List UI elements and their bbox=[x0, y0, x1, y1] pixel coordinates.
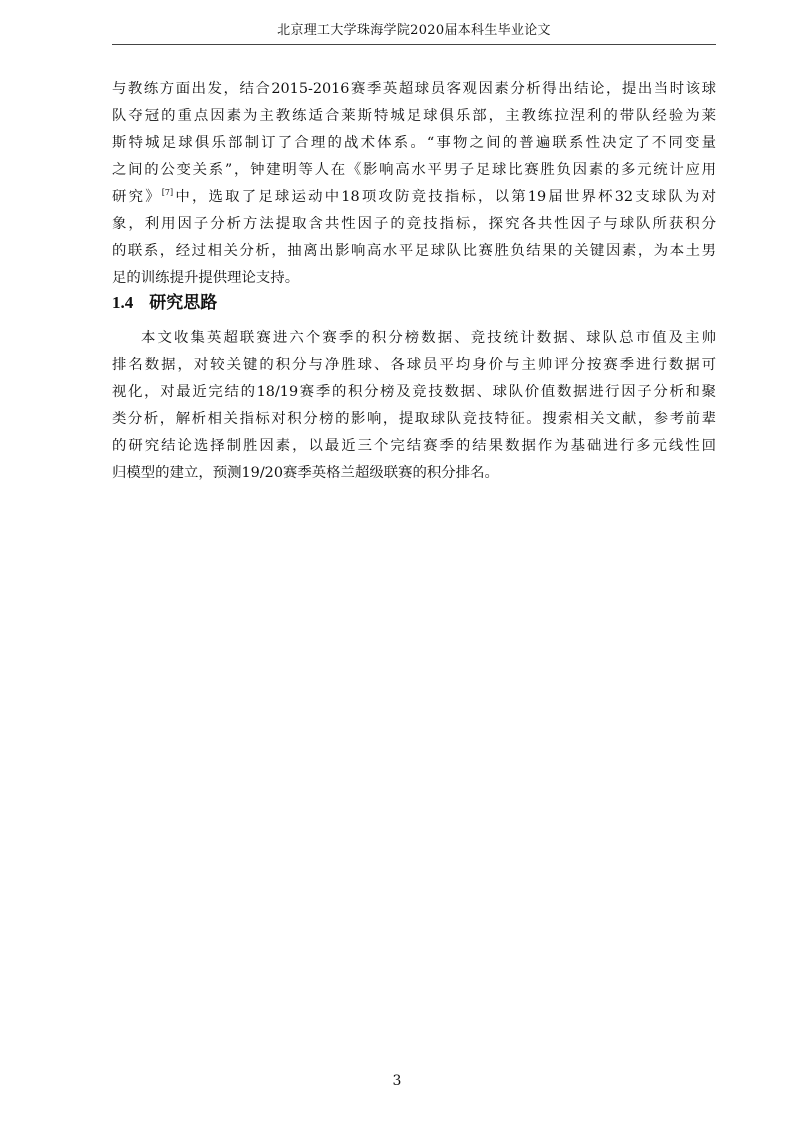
paragraph-line: 排名数据，对较关键的积分与净胜球、各球员平均身价与主帅评分按赛季进行数据可 bbox=[112, 357, 716, 373]
paragraph-line-with-citation bbox=[112, 184, 716, 211]
paragraph-line: 归模型的建立，预测19/20赛季英格兰超级联赛的积分排名。 bbox=[112, 465, 499, 481]
page-number: 3 bbox=[392, 1073, 402, 1089]
paragraph-line: 与教练方面出发，结合2015-2016赛季英超球员客观因素分析得出结论，提出当时该球 bbox=[112, 81, 716, 97]
paragraph-line: 视化，对最近完结的18/19赛季的积分榜及竞技数据、球队价值数据进行因子分析和聚 bbox=[112, 384, 716, 400]
running-header: 北京理工大学珠海学院2020届本科生毕业论文 bbox=[277, 23, 551, 38]
paragraph-line: 队夺冠的重点因素为主教练适合莱斯特城足球俱乐部，主教练拉涅利的带队经验为莱 bbox=[112, 108, 716, 124]
paragraph-line: 的研究结论选择制胜因素，以最近三个完结赛季的结果数据作为基础进行多元线性回 bbox=[112, 438, 716, 454]
paragraph-line: 类分析，解析相关指标对积分榜的影响，提取球队竞技特征。搜索相关文献，参考前辈 bbox=[112, 411, 716, 427]
body-paragraph-1 bbox=[112, 76, 716, 292]
body-paragraph-2 bbox=[112, 325, 716, 487]
section-title: 研究思路 bbox=[149, 293, 218, 313]
line-text: 研究》 bbox=[112, 189, 162, 205]
section-heading bbox=[112, 290, 217, 316]
paragraph-line: 之间的公变关系”，钟建明等人在《影响高水平男子足球比赛胜负因素的多元统计应用 bbox=[112, 162, 716, 178]
paragraph-line: 本文收集英超联赛进六个赛季的积分榜数据、竞技统计数据、球队总市值及主帅 bbox=[141, 330, 716, 346]
line-text: 中，选取了足球运动中18项攻防竞技指标，以第19届世界杯32支球队为对 bbox=[173, 189, 716, 205]
citation-superscript: [7] bbox=[161, 188, 174, 198]
paragraph-line: 斯特城足球俱乐部制订了合理的战术体系。“事物之间的普遍联系性决定了不同变量 bbox=[112, 135, 716, 151]
section-number: 1.4 bbox=[112, 293, 134, 312]
paragraph-line: 象，利用因子分析方法提取含共性因子的竞技指标，探究各共性因子与球队所获积分 bbox=[112, 216, 716, 232]
paragraph-line: 足的训练提升提供理论支持。 bbox=[112, 270, 300, 286]
paragraph-line: 的联系，经过相关分析，抽离出影响高水平足球队比赛胜负结果的关键因素，为本土男 bbox=[112, 243, 716, 259]
header-divider bbox=[112, 44, 716, 45]
